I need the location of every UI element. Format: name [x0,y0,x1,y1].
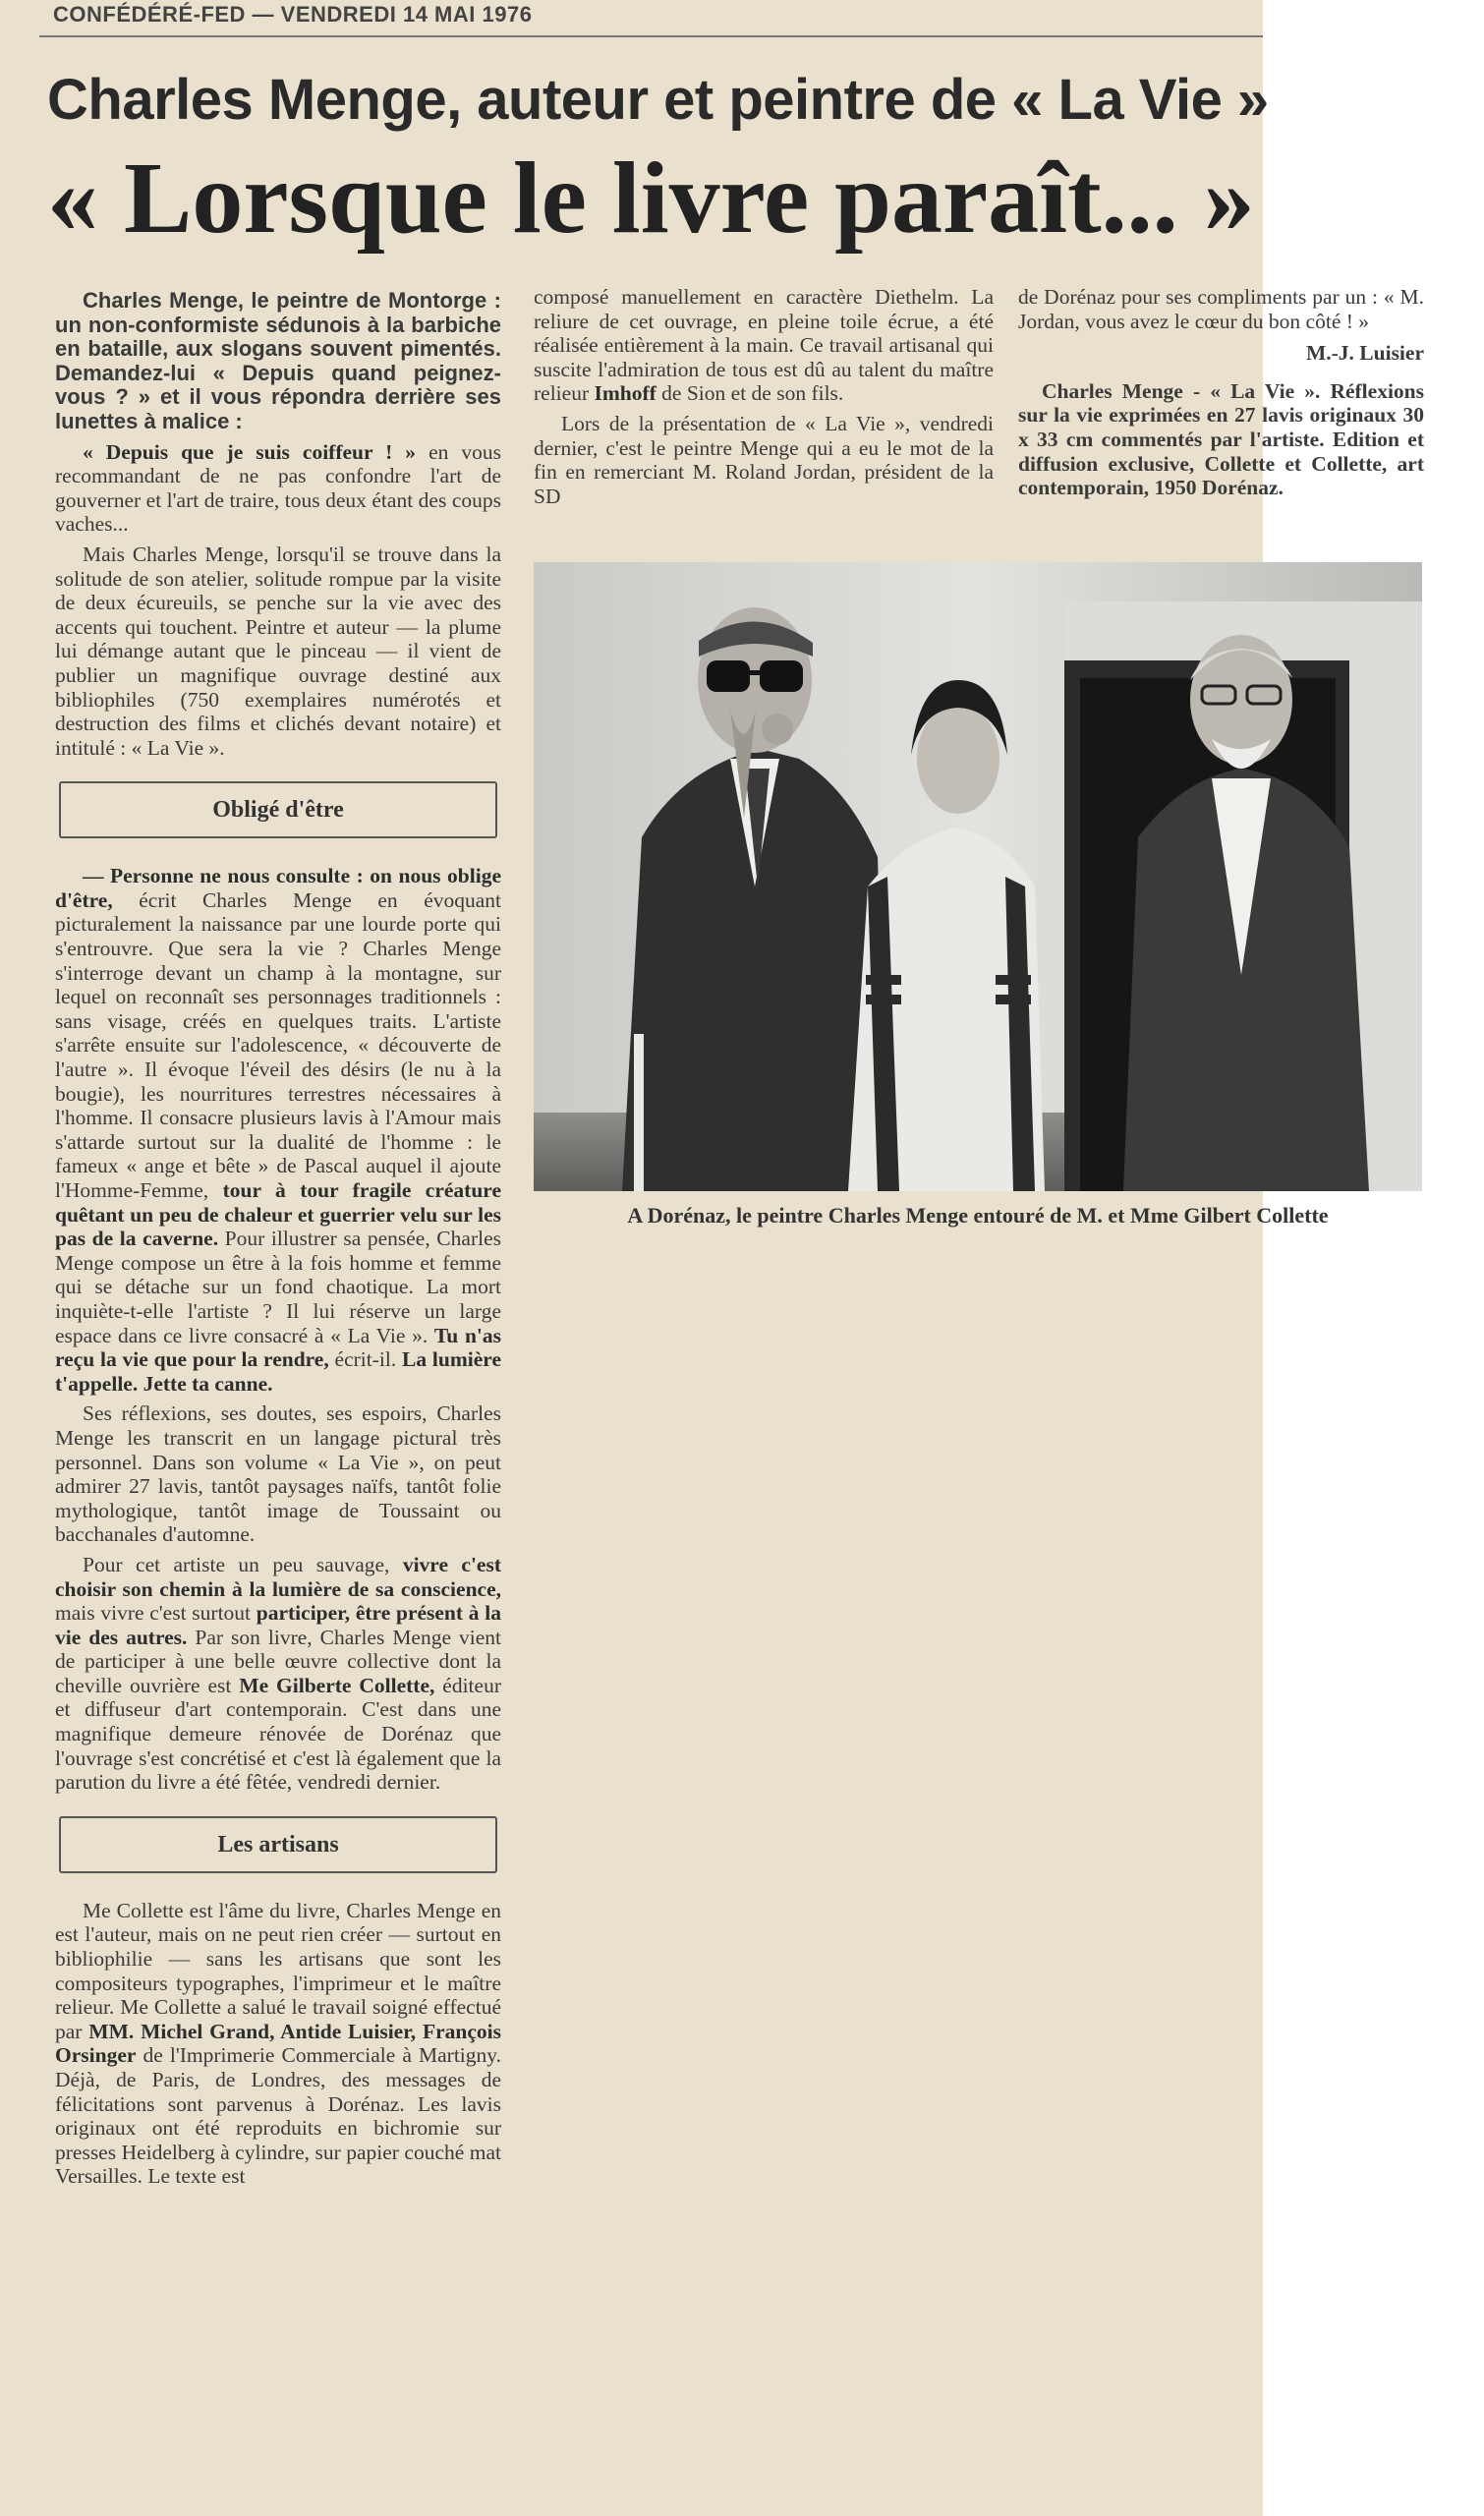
article-column-2 [534,285,994,508]
text-run: éditeur et diffuseur d'art contemporain. C'est dans une magnifique demeure rénovée de Dorénaz que l'ouvrage s'est concrétisé et c'est là également que la parution du livre a été fêtée, vendredi dernier. [55,1673,501,1795]
text-bold: tour à tour fragile créature quêtant un peu de chaleur et guerrier velu sur les pas de la caverne. [55,1178,501,1251]
paragraph [55,1899,501,2189]
text-run: mais vivre c'est surtout [55,1601,257,1626]
text-run: Pour cet artiste un peu sauvage, [83,1552,403,1576]
book-info: Charles Menge - « La Vie ». Réflexions sur la vie exprimées en 27 lavis originaux 30 x 33 cm commentés par l'artiste. Edition et diffusion exclusive, Collette et Collette, art contemporain, 1950 Dorénaz. [1018,378,1424,500]
text-bold: MM. Michel Grand, Antide Luisier, François Orsinger [55,2019,502,2068]
text-bold: vivre c'est choisir son chemin à la lumière de sa conscience, [55,1552,501,1601]
text-bold: participer, être présent à la vie des autres. [55,1601,501,1649]
paragraph [55,1553,501,1795]
paragraph [55,440,501,537]
text-run: de Sion et de son fils. [656,381,844,406]
paragraph: Ses réflexions, ses doutes, ses espoirs, Charles Menge les transcrit en un langage pictural très personnel. Dans son volume « La Vie », on peut admirer 27 lavis, tantôt paysages naïfs, tantôt folie mythologique, tantôt image de Toussaint ou bacchanales d'automne. [55,1401,501,1547]
paragraph [534,285,994,406]
author-signature: M.-J. Luisier [1305,341,1424,366]
text-bold: Me Gilberte Collette, [239,1673,435,1697]
headline-title: « Lorsque le livre paraît... » [47,142,1255,255]
photo-charles-menge-collette [534,562,1422,1191]
text-bold: La lumière t'appelle. Jette ta canne. [55,1347,501,1396]
article-column-1 [55,289,501,2189]
text-bold: Tu n'as reçu la vie que pour la rendre, [55,1323,502,1372]
article-lead: Charles Menge, le peintre de Montorge : un non-conformiste sédunois à la barbiche en bataille, aux slogans souvent pimentés. Demandez-lui « Depuis quand peignez-vous ? » et il vous répondra derrière ses lunettes à malice : [55,288,501,433]
text-run: composé manuellement en caractère Diethelm. La reliure de cet ouvrage, en pleine toile écrue, a été réalisée entièrement à la main. Ce travail artisanal qui suscite l'admiration de tous est dû au talent du maître relieur [534,285,994,406]
subhead-box-oblige: Obligé d'être [59,781,497,838]
text-run: Par son livre, Charles Menge vient de participer à une belle œuvre collective dont la cheville ouvrière est [55,1625,501,1697]
text-run: en vous recommandant de ne pas confondre l'art de gouverner et l'art de traire, tous deux étant des coups vaches... [55,439,501,537]
text-run: écrit Charles Menge en évoquant picturalement la naissance par une lourde porte qui s'entrouvre. Que sera la vie ? Charles Menge s'interroge devant un champ à la montagne, sur lequel on reconnaît ses personnages traditionnels : sans visage, créés en quelques traits. L'artiste s'arrête ensuite sur l'adolescence, « découverte de l'autre ». Il évoque l'éveil des désirs (le nu à la bougie), les nourritures terrestres nécessaires à l'homme. Il consacre plusieurs lavis à l'Amour mais s'attarde surtout sur la dualité de l'homme : le fameux « ange et bête » de Pascal auquel il ajoute l'Homme-Femme, [55,887,501,1202]
text-run: de l'Imprimerie Commerciale à Martigny. Déjà, de Paris, de Londres, des messages de félicitations sont parvenus à Dorénaz. Les lavis originaux ont été reproduits en bichromie sur presses Heidelberg à cylindre, sur papier couché mat Versailles. Le texte est [55,2043,501,2189]
text-bold: Imhoff [594,381,656,406]
paragraph: Mais Charles Menge, lorsqu'il se trouve dans la solitude de son atelier, solitude rompue par la visite de deux écureuils, se penche sur la vie avec des accents qui touchent. Peintre et auteur — la plume lui démange autant que le pinceau — il vient de publier un magnifique ouvrage destiné aux bibliophiles (750 exemplaires numérotés et destruction des films et clichés devant notaire) et intitulé : « La Vie ». [55,542,501,760]
article-column-3 [1018,285,1424,500]
text-run: Me Collette est l'âme du livre, Charles Menge en est l'auteur, mais on ne peut rien créer — surtout en bibliophilie — sans les artisans que sont les compositeurs typographes, l'imprimeur et le maître relieur. Me Collette a salué le travail soigné effectué par [55,1898,501,2043]
paragraph: Lors de la présentation de « La Vie », vendredi dernier, c'est le peintre Menge qui a eu le mot de la fin en remerciant M. Roland Jordan, président de la SD [534,411,994,508]
photo-illustration [534,562,1422,1191]
paragraph: de Dorénaz pour ses compliments par un : « M. Jordan, vous avez le cœur du bon côté ! » [1018,285,1424,333]
text-run: écrit-il. [328,1347,403,1372]
subhead-box-artisans: Les artisans [59,1816,497,1873]
quote-bold: « Depuis que je suis coiffeur ! » [83,439,417,464]
headline-kicker: Charles Menge, auteur et peintre de « La Vie » [47,68,1269,132]
text-run: Pour illustrer sa pensée, Charles Menge compose un être à la fois homme et femme qui se détache sur un fond chaotique. La mort inquiète-t-elle l'artiste ? Il lui réserve un large espace dans ce livre consacré à « La Vie ». [55,1227,501,1347]
header-rule [39,35,1263,37]
text-bold: — Personne ne nous consulte : on nous oblige d'être, [55,864,501,912]
photo-caption: A Dorénaz, le peintre Charles Menge entouré de M. et Mme Gilbert Collette [627,1203,1329,1228]
paragraph [55,864,501,1396]
running-head: CONFÉDÉRÉ-FED — VENDREDI 14 MAI 1976 [53,2,533,27]
